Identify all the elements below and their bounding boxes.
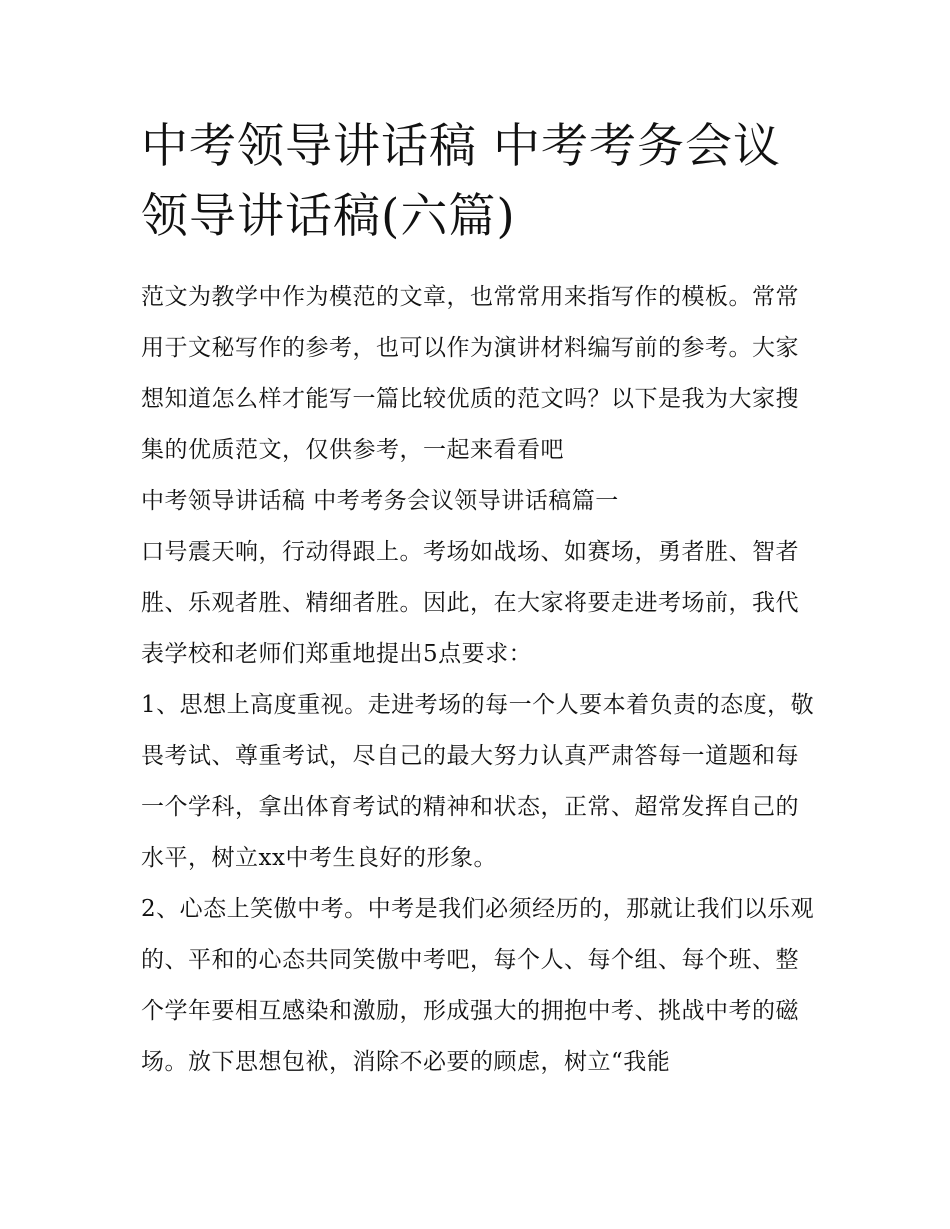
document-page [141, 112, 821, 1088]
intro-paragraph: 范文为教学中作为模范的文章，也常常用来指写作的模板。常常用于文秘写作的参考，也可以作为演讲材料编写前的参考。大家想知道怎么样才能写一篇比较优质的范文吗？以下是我为大家搜集的优质范文，仅供参考，一起来看看吧 [141, 284, 799, 463]
body-paragraph: 口号震天响，行动得跟上。考场如战场、如赛场，勇者胜、智者胜、乐观者胜、精细者胜。因此，在大家将要走进考场前，我代表学校和老师们郑重地提出5点要求： [141, 539, 799, 667]
document-title: 中考领导讲话稿 中考考务会议领导讲话稿(六篇) [141, 119, 781, 244]
requirement-2-paragraph: 2、心态上笑傲中考。中考是我们必须经历的，那就让我们以乐观的、平和的心态共同笑傲中考吧，每个人、每个组、每个班、整个学年要相互感染和激励，形成强大的拥抱中考、挑战中考的磁场。放下思想包袱，消除不必要的顾虑，树立“我能 [141, 896, 815, 1075]
requirement-1-paragraph: 1、思想上高度重视。走进考场的每一个人要本着负责的态度，敬畏考试、尊重考试，尽自己的最大努力认真严肃答每一道题和每一个学科，拿出体育考试的精神和状态，正常、超常发挥自己的水平，树立xx中考生良好的形象。 [141, 692, 815, 871]
section-heading: 中考领导讲话稿 中考考务会议领导讲话稿篇一 [141, 488, 619, 514]
